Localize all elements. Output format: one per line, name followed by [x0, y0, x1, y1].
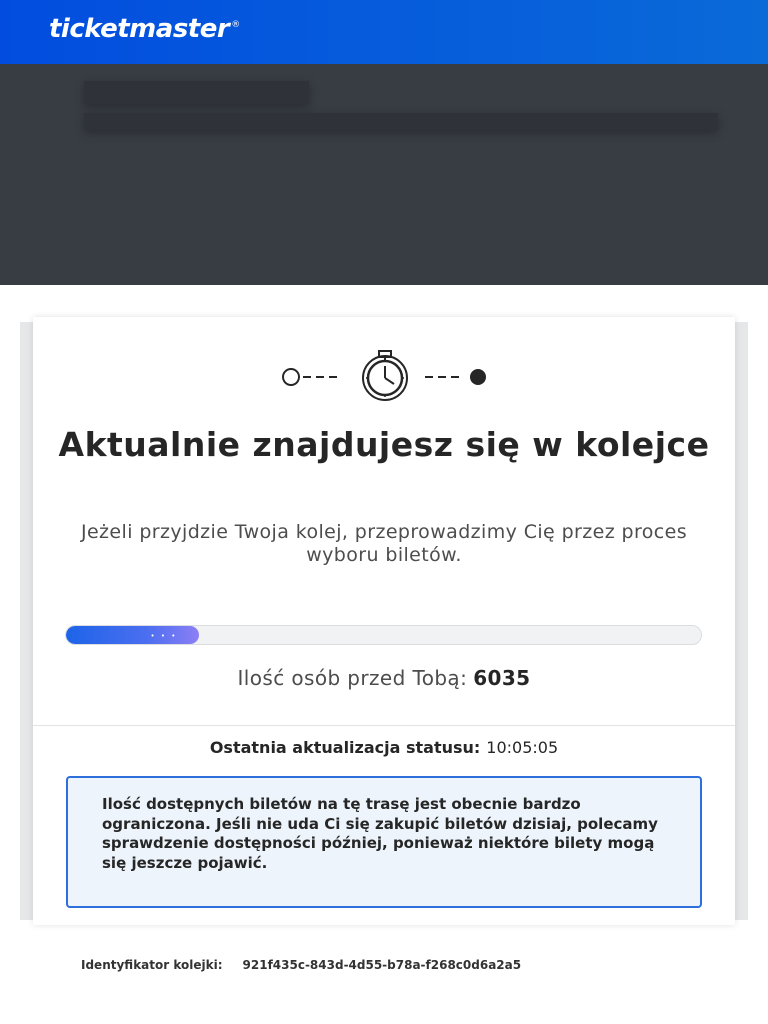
status-update [33, 738, 735, 757]
status-update-time: 10:05:05 [486, 738, 559, 757]
queue-progress-fill [66, 626, 199, 644]
availability-notice: Ilość dostępnych biletów na tę trasę jest obecnie bardzo ograniczona. Jeśli nie uda Ci się zakupić biletów dzisiaj, polecamy sprawdzenie dostępności później, ponieważ niektóre bilety mogą się jeszcze pojawić. [66, 776, 702, 908]
queue-title: Aktualnie znajdujesz się w kolejce [58, 425, 710, 464]
progress-dots-indicator: • • • [150, 632, 178, 640]
top-bar [0, 0, 768, 64]
stopwatch-icon [279, 349, 491, 401]
event-hero-placeholder [0, 64, 768, 285]
people-ahead [33, 666, 735, 690]
queue-progress-bar [65, 625, 702, 645]
card-divider [33, 725, 735, 726]
logo-registered-mark: ® [231, 20, 240, 31]
event-details-placeholder [84, 113, 718, 130]
status-update-label: Ostatnia aktualizacja statusu: [209, 738, 481, 757]
queue-identifier-value: 921f435c-843d-4d55-b78a-f268c0d6a2a5 [242, 958, 522, 972]
people-ahead-label: Ilość osób przed Tobą: [237, 666, 468, 690]
ticketmaster-logo[interactable] [49, 14, 240, 44]
queue-identifier [81, 958, 721, 972]
people-ahead-count: 6035 [473, 666, 531, 690]
logo-text: ticketmaster [49, 14, 230, 44]
queue-identifier-label: Identyfikator kolejki: [81, 958, 223, 972]
event-title-placeholder [84, 81, 309, 104]
queue-subtitle: Jeżeli przyjdzie Twoja kolej, przeprowadzimy Cię przez proces wyboru biletów. [80, 521, 688, 566]
